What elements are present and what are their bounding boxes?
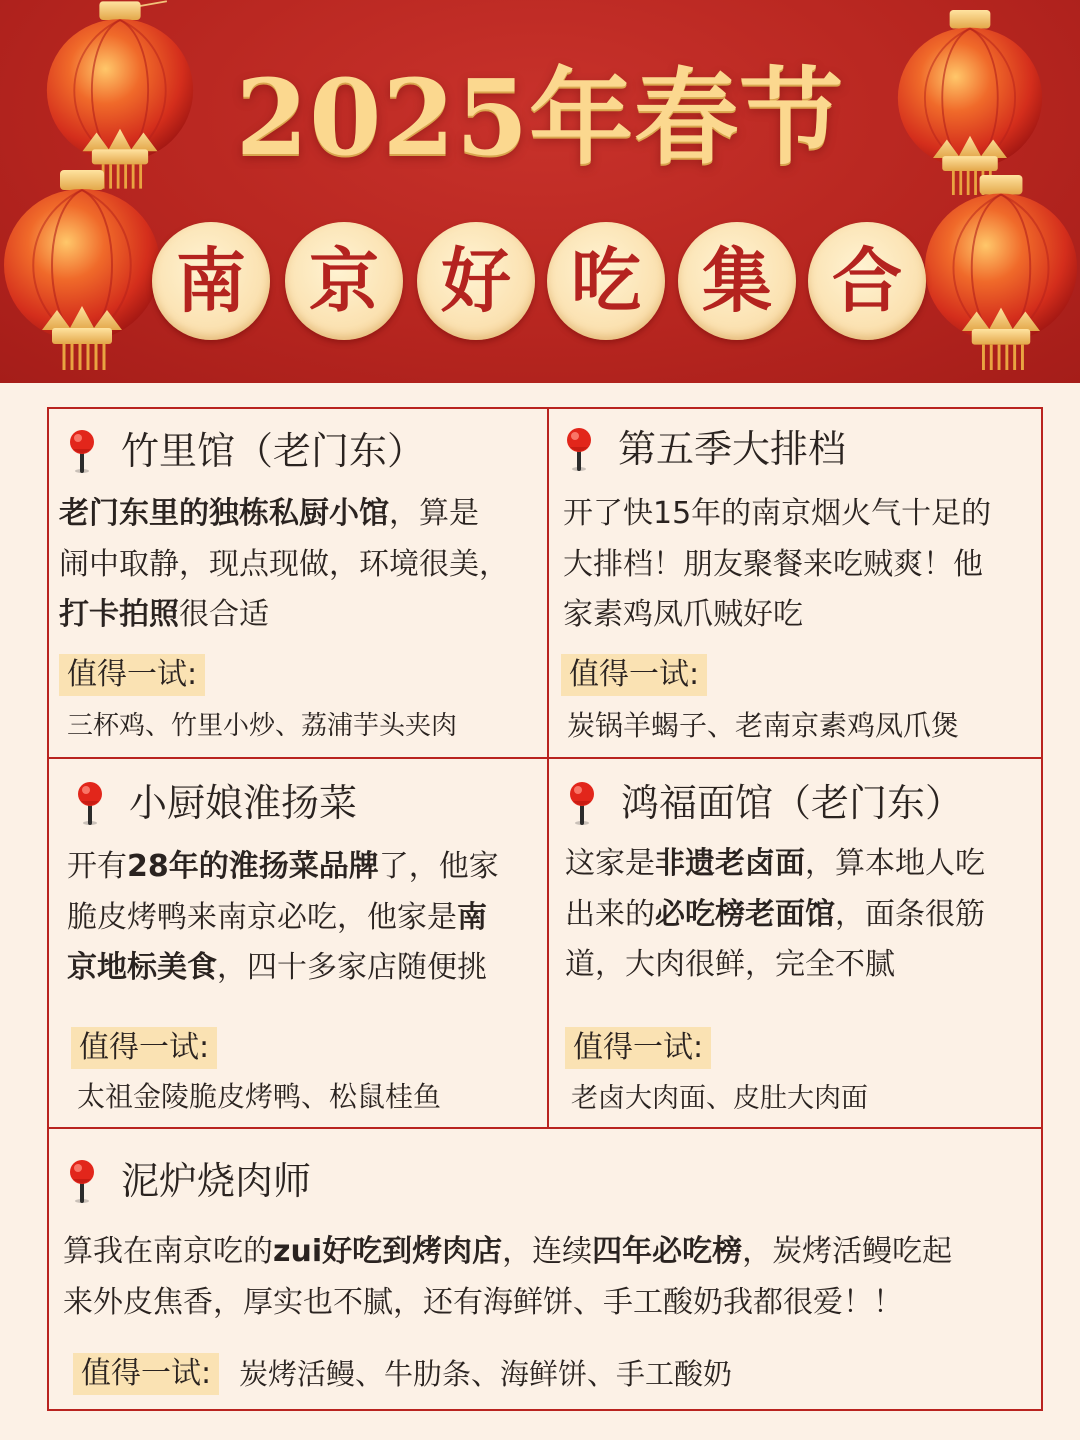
description-highlight: 南	[457, 899, 487, 935]
map-pin-icon	[567, 781, 597, 825]
restaurant-name: 第五季大排档	[618, 427, 847, 471]
subtitle-char-circle	[285, 222, 403, 340]
subtitle-circles	[152, 222, 932, 342]
restaurant-description	[565, 839, 985, 991]
card-header	[567, 781, 963, 825]
map-pin-icon	[75, 781, 105, 825]
try-items: 老卤大肉面、皮肚大肉面	[571, 1083, 868, 1114]
try-items: 炭烤活鳗、牛肋条、海鲜饼、手工酸奶	[239, 1357, 733, 1391]
subtitle-char-circle	[808, 222, 926, 340]
description-line	[563, 590, 991, 641]
subtitle-char: 吃	[571, 239, 641, 322]
restaurant-description	[563, 489, 991, 641]
try-items: 太祖金陵脆皮烤鸭、松鼠桂鱼	[77, 1080, 442, 1113]
description-line	[59, 590, 509, 641]
description-text: 脆皮烤鸭来南京必吃，他家是	[67, 899, 457, 935]
description-highlight: 四年必吃榜	[592, 1234, 743, 1269]
subtitle-char: 京	[309, 239, 379, 322]
description-text: 大排档！朋友聚餐来吃贼爽！他	[563, 546, 983, 582]
description-line	[59, 540, 509, 591]
restaurant-name: 小厨娘淮扬菜	[129, 781, 358, 825]
restaurant-grid	[47, 407, 1043, 1411]
description-text: 这家是	[565, 846, 655, 881]
subtitle-char-circle	[417, 222, 535, 340]
description-text: ，四十多家店随便挑	[217, 950, 487, 985]
description-text: 了，他家	[378, 849, 499, 884]
try-label: 值得一试:	[561, 654, 707, 696]
description-line	[565, 839, 985, 890]
subtitle-char: 合	[832, 239, 902, 322]
description-text: ，连续	[502, 1234, 593, 1269]
restaurant-description	[59, 489, 509, 641]
description-highlight: 老门东里的独栋私厨小馆	[59, 496, 389, 531]
description-highlight: zui好吃到烤肉店	[273, 1234, 503, 1269]
description-text: ，算本地人吃	[805, 846, 985, 881]
description-line	[67, 893, 499, 944]
lantern-icon	[2, 170, 162, 370]
try-label: 值得一试:	[565, 1027, 711, 1069]
description-text: ，面条很筋	[835, 896, 985, 932]
description-text: 道，大肉很鲜，完全不腻	[565, 947, 895, 982]
restaurant-description	[63, 1227, 952, 1328]
description-line	[63, 1227, 952, 1278]
description-text: 家素鸡凤爪贼好吃	[563, 597, 803, 632]
description-text: 开了快15年的南京烟火气十足的	[563, 496, 992, 531]
subtitle-char-circle	[547, 222, 665, 340]
description-text: ，算是	[389, 496, 479, 531]
card-header	[67, 1159, 311, 1203]
subtitle-char: 南	[176, 239, 246, 322]
description-text: 闹中取静，现点现做，环境很美，	[59, 546, 509, 582]
restaurant-card	[549, 409, 1041, 757]
description-line	[565, 890, 985, 941]
description-line	[563, 540, 991, 591]
try-label: 值得一试:	[59, 654, 205, 696]
description-line	[63, 1278, 952, 1329]
description-text: 来外皮焦香，厚实也不腻，还有海鲜饼、手工酸奶我都很爱！！	[63, 1284, 903, 1320]
card-header	[75, 781, 357, 825]
description-line	[67, 842, 499, 893]
restaurant-card	[49, 1129, 1041, 1409]
restaurant-card	[49, 759, 547, 1127]
description-text: ，炭烤活鳗吃起	[742, 1234, 953, 1269]
map-pin-icon	[564, 427, 594, 471]
lantern-icon	[922, 175, 1080, 370]
card-header	[564, 427, 846, 471]
subtitle-char-circle	[678, 222, 796, 340]
restaurant-description	[67, 842, 499, 994]
description-text: 很合适	[179, 597, 269, 632]
card-header	[67, 429, 425, 473]
description-highlight: 非遗老卤面	[655, 846, 805, 881]
description-text: 算我在南京吃的	[63, 1234, 273, 1269]
map-pin-icon	[67, 429, 97, 473]
description-text: 出来的	[565, 896, 655, 932]
subtitle-char-circle	[152, 222, 270, 340]
subtitle-char: 好	[441, 239, 511, 322]
subtitle-char: 集	[702, 239, 772, 322]
description-text: 开有	[67, 849, 127, 884]
description-highlight: 28年的淮扬菜品牌	[127, 849, 379, 884]
map-pin-icon	[67, 1159, 97, 1203]
restaurant-card	[49, 409, 547, 757]
restaurant-card	[549, 759, 1041, 1127]
try-items: 炭锅羊蝎子、老南京素鸡凤爪煲	[567, 709, 960, 742]
try-items: 三杯鸡、竹里小炒、荔浦芋头夹肉	[67, 711, 458, 741]
restaurant-name: 竹里馆（老门东）	[121, 429, 426, 473]
description-highlight: 京地标美食	[67, 950, 217, 985]
page-title: 2025年春节	[235, 56, 845, 179]
description-line	[59, 489, 509, 540]
description-line	[67, 943, 499, 994]
restaurant-name: 鸿福面馆（老门东）	[621, 781, 964, 825]
try-label: 值得一试:	[73, 1353, 219, 1395]
try-label: 值得一试:	[71, 1027, 217, 1069]
description-line	[565, 940, 985, 991]
description-line	[563, 489, 991, 540]
description-highlight: 必吃榜老面馆	[655, 896, 835, 932]
description-highlight: 打卡拍照	[59, 597, 179, 632]
restaurant-name: 泥炉烧肉师	[121, 1159, 312, 1203]
header-banner	[0, 0, 1080, 383]
